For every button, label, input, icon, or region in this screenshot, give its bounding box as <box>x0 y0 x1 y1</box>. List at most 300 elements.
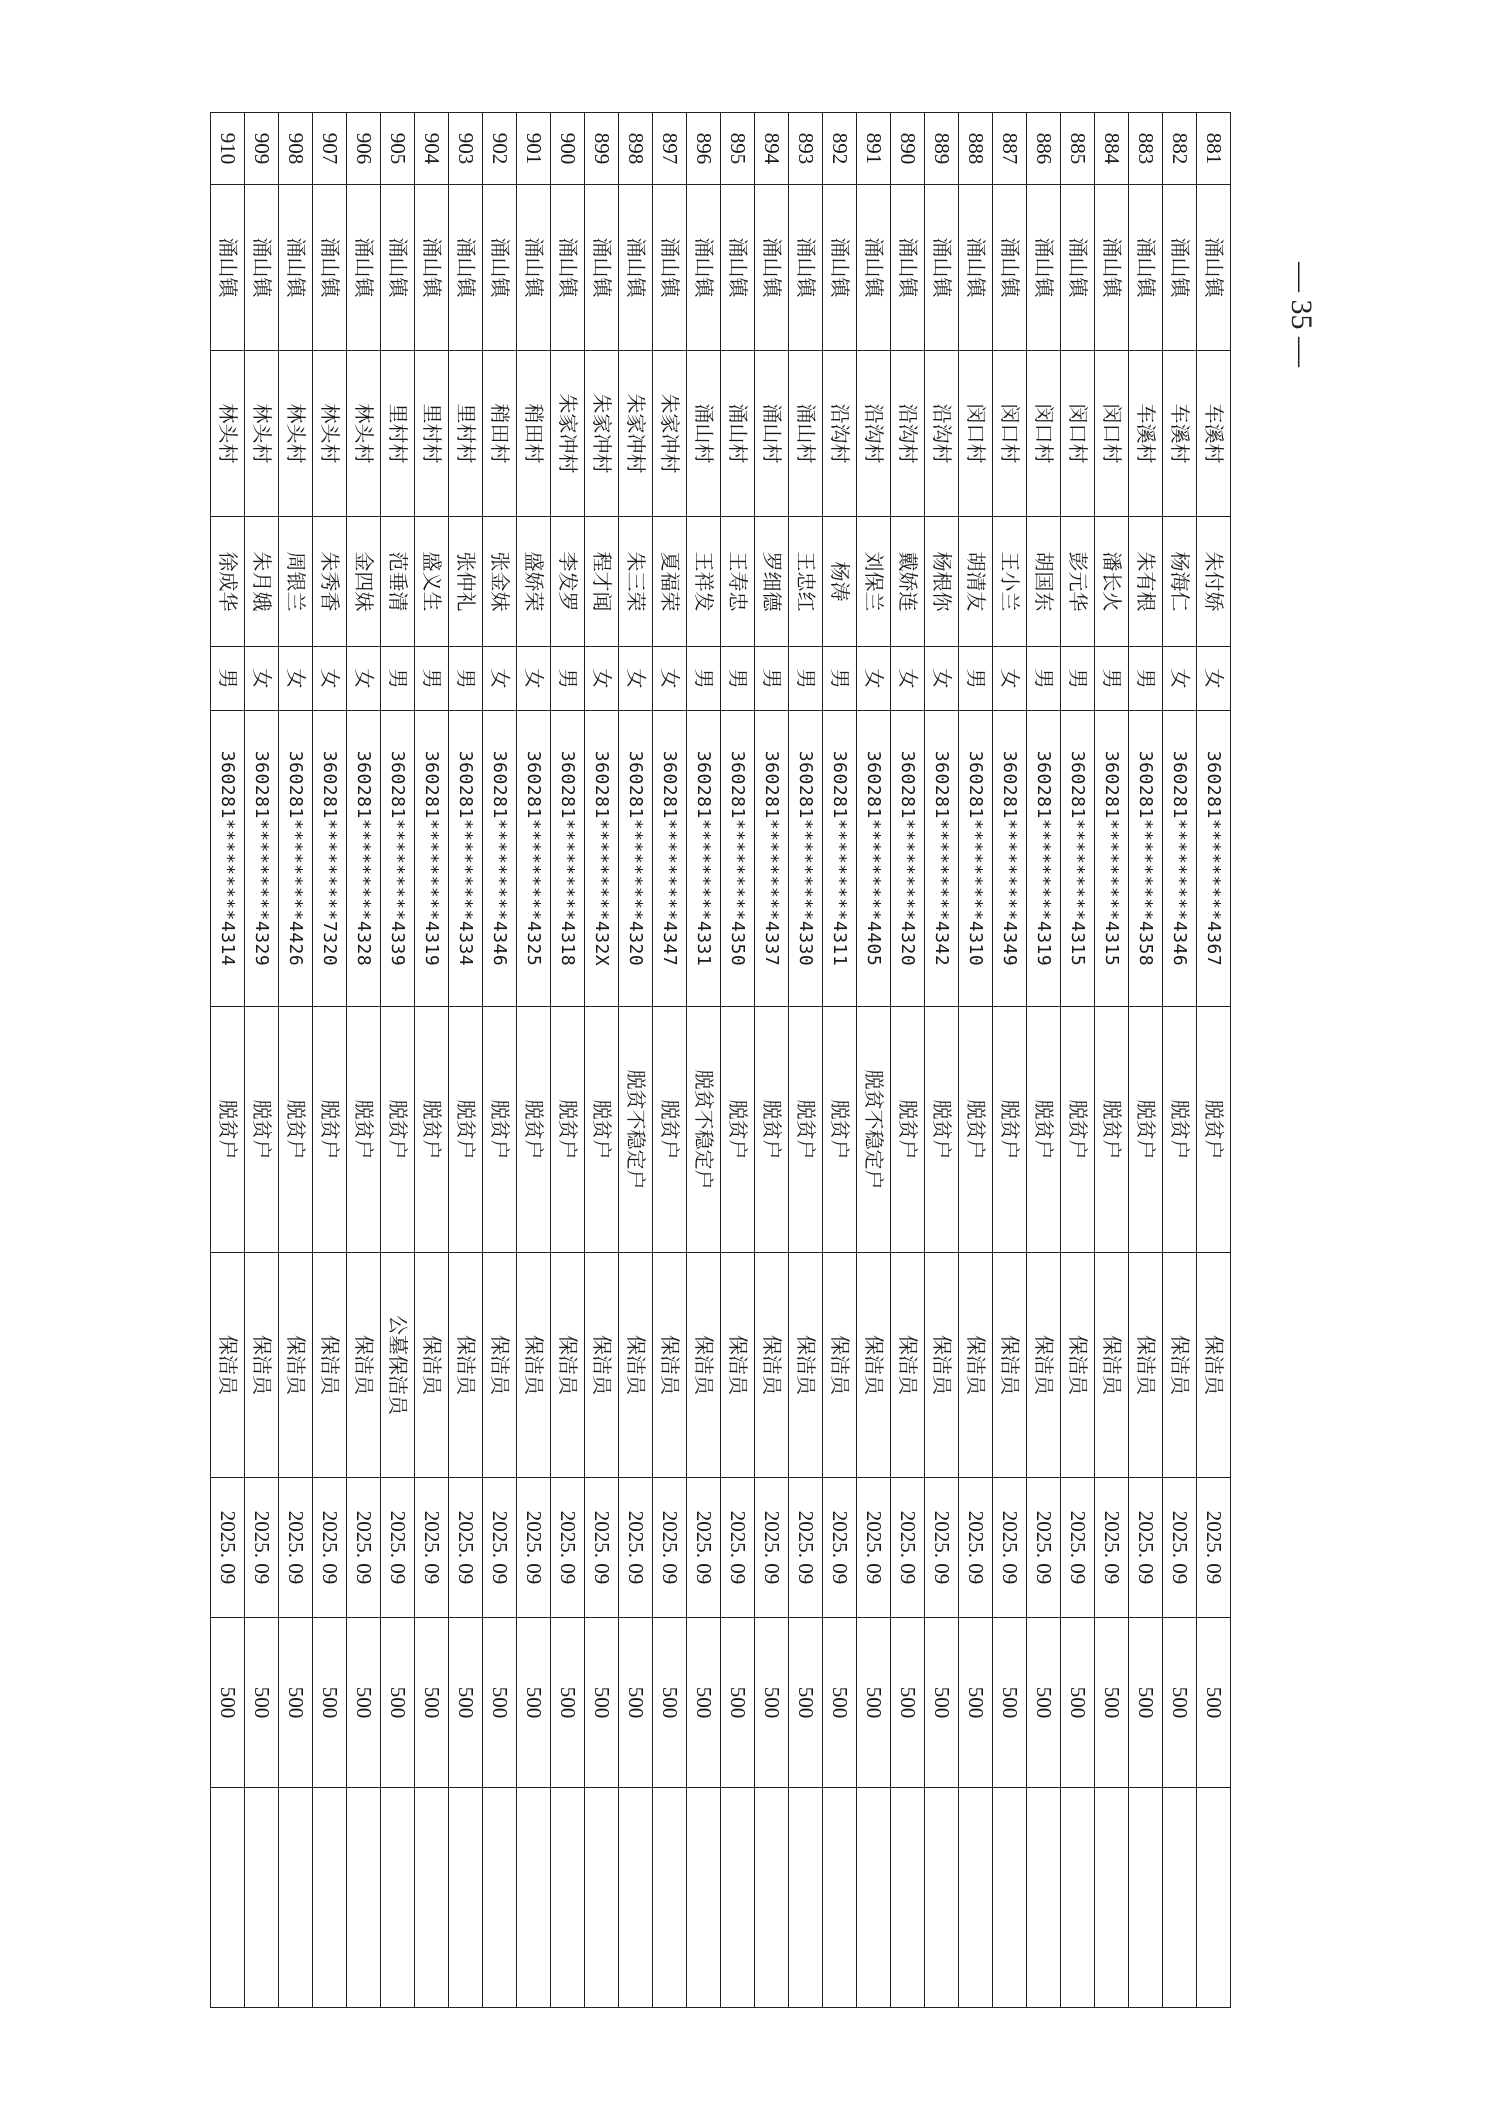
seq-cell: 898 <box>619 113 653 185</box>
household-type-cell: 脱贫户 <box>891 1007 925 1253</box>
note-cell <box>347 1788 381 2008</box>
job-cell: 保洁员 <box>449 1253 483 1478</box>
name-cell: 夏福荣 <box>653 517 687 647</box>
village-cell: 车溪村 <box>1197 351 1231 517</box>
village-cell: 涌山村 <box>721 351 755 517</box>
village-cell: 沿沟村 <box>891 351 925 517</box>
village-cell: 林头村 <box>279 351 313 517</box>
date-cell: 2025. 09 <box>381 1478 415 1618</box>
amount-cell: 500 <box>959 1618 993 1788</box>
id-number-cell: 360281*********4330 <box>789 711 823 1007</box>
id-number-cell: 360281*********432X <box>585 711 619 1007</box>
job-cell: 保洁员 <box>721 1253 755 1478</box>
name-cell: 盛娇荣 <box>517 517 551 647</box>
town-cell: 涌山镇 <box>1061 185 1095 351</box>
job-cell: 保洁员 <box>891 1253 925 1478</box>
village-cell: 沿沟村 <box>823 351 857 517</box>
gender-cell: 男 <box>959 647 993 711</box>
date-cell: 2025. 09 <box>1027 1478 1061 1618</box>
village-cell: 沿沟村 <box>925 351 959 517</box>
gender-cell: 男 <box>789 647 823 711</box>
id-number-cell: 360281*********4358 <box>1129 711 1163 1007</box>
amount-cell: 500 <box>517 1618 551 1788</box>
table-row <box>653 113 687 2008</box>
household-type-cell: 脱贫户 <box>823 1007 857 1253</box>
seq-cell: 887 <box>993 113 1027 185</box>
seq-cell: 908 <box>279 113 313 185</box>
name-cell: 朱秀香 <box>313 517 347 647</box>
note-cell <box>1095 1788 1129 2008</box>
job-cell: 保洁员 <box>653 1253 687 1478</box>
gender-cell: 男 <box>823 647 857 711</box>
date-cell: 2025. 09 <box>925 1478 959 1618</box>
name-cell: 杨涛 <box>823 517 857 647</box>
job-cell: 保洁员 <box>993 1253 1027 1478</box>
amount-cell: 500 <box>687 1618 721 1788</box>
town-cell: 涌山镇 <box>449 185 483 351</box>
id-number-cell: 360281*********4328 <box>347 711 381 1007</box>
name-cell: 徐成华 <box>211 517 245 647</box>
date-cell: 2025. 09 <box>517 1478 551 1618</box>
job-cell: 保洁员 <box>1095 1253 1129 1478</box>
household-type-cell: 脱贫户 <box>789 1007 823 1253</box>
name-cell: 杨海仁 <box>1163 517 1197 647</box>
note-cell <box>755 1788 789 2008</box>
table-row <box>279 113 313 2008</box>
village-cell: 闵口村 <box>1027 351 1061 517</box>
town-cell: 涌山镇 <box>1095 185 1129 351</box>
date-cell: 2025. 09 <box>619 1478 653 1618</box>
note-cell <box>891 1788 925 2008</box>
gender-cell: 女 <box>347 647 381 711</box>
town-cell: 涌山镇 <box>891 185 925 351</box>
amount-cell: 500 <box>211 1618 245 1788</box>
household-type-cell: 脱贫户 <box>211 1007 245 1253</box>
town-cell: 涌山镇 <box>1163 185 1197 351</box>
id-number-cell: 360281*********4405 <box>857 711 891 1007</box>
date-cell: 2025. 09 <box>211 1478 245 1618</box>
village-cell: 车溪村 <box>1163 351 1197 517</box>
job-cell: 保洁员 <box>1061 1253 1095 1478</box>
note-cell <box>1163 1788 1197 2008</box>
amount-cell: 500 <box>347 1618 381 1788</box>
seq-cell: 899 <box>585 113 619 185</box>
household-type-cell: 脱贫户 <box>585 1007 619 1253</box>
table-row <box>1163 113 1197 2008</box>
id-number-cell: 360281*********7320 <box>313 711 347 1007</box>
table-row <box>755 113 789 2008</box>
amount-cell: 500 <box>857 1618 891 1788</box>
household-type-cell: 脱贫户 <box>1197 1007 1231 1253</box>
seq-cell: 889 <box>925 113 959 185</box>
date-cell: 2025. 09 <box>721 1478 755 1618</box>
job-cell: 保洁员 <box>1197 1253 1231 1478</box>
household-type-cell: 脱贫户 <box>1129 1007 1163 1253</box>
household-type-cell: 脱贫户 <box>993 1007 1027 1253</box>
village-cell: 朱家冲村 <box>653 351 687 517</box>
seq-cell: 892 <box>823 113 857 185</box>
note-cell <box>1197 1788 1231 2008</box>
date-cell: 2025. 09 <box>891 1478 925 1618</box>
gender-cell: 男 <box>449 647 483 711</box>
town-cell: 涌山镇 <box>721 185 755 351</box>
date-cell: 2025. 09 <box>1197 1478 1231 1618</box>
date-cell: 2025. 09 <box>1061 1478 1095 1618</box>
gender-cell: 女 <box>483 647 517 711</box>
name-cell: 朱付娇 <box>1197 517 1231 647</box>
date-cell: 2025. 09 <box>551 1478 585 1618</box>
id-number-cell: 360281*********4320 <box>619 711 653 1007</box>
table-row <box>1129 113 1163 2008</box>
name-cell: 王寿忠 <box>721 517 755 647</box>
household-type-cell: 脱贫户 <box>381 1007 415 1253</box>
id-number-cell: 360281*********4334 <box>449 711 483 1007</box>
table-row <box>517 113 551 2008</box>
village-cell: 闵口村 <box>959 351 993 517</box>
village-cell: 闵口村 <box>993 351 1027 517</box>
household-type-cell: 脱贫户 <box>279 1007 313 1253</box>
amount-cell: 500 <box>925 1618 959 1788</box>
gender-cell: 女 <box>279 647 313 711</box>
id-number-cell: 360281*********4325 <box>517 711 551 1007</box>
seq-cell: 903 <box>449 113 483 185</box>
village-cell: 朱家冲村 <box>585 351 619 517</box>
table-row <box>1095 113 1129 2008</box>
town-cell: 涌山镇 <box>585 185 619 351</box>
name-cell: 张金妹 <box>483 517 517 647</box>
job-cell: 保洁员 <box>551 1253 585 1478</box>
date-cell: 2025. 09 <box>585 1478 619 1618</box>
table-row <box>925 113 959 2008</box>
village-cell: 里村村 <box>449 351 483 517</box>
table-row <box>415 113 449 2008</box>
id-number-cell: 360281*********4329 <box>245 711 279 1007</box>
note-cell <box>857 1788 891 2008</box>
name-cell: 范垂清 <box>381 517 415 647</box>
village-cell: 林头村 <box>245 351 279 517</box>
table-row <box>721 113 755 2008</box>
gender-cell: 男 <box>1095 647 1129 711</box>
amount-cell: 500 <box>1061 1618 1095 1788</box>
job-cell: 保洁员 <box>1027 1253 1061 1478</box>
name-cell: 盛义生 <box>415 517 449 647</box>
seq-cell: 910 <box>211 113 245 185</box>
id-number-cell: 360281*********4426 <box>279 711 313 1007</box>
table-row <box>211 113 245 2008</box>
job-cell: 保洁员 <box>687 1253 721 1478</box>
seq-cell: 897 <box>653 113 687 185</box>
amount-cell: 500 <box>1095 1618 1129 1788</box>
village-cell: 涌山村 <box>789 351 823 517</box>
note-cell <box>1027 1788 1061 2008</box>
table-row <box>449 113 483 2008</box>
household-type-cell: 脱贫户 <box>551 1007 585 1253</box>
table-row <box>857 113 891 2008</box>
seq-cell: 896 <box>687 113 721 185</box>
town-cell: 涌山镇 <box>415 185 449 351</box>
name-cell: 彭元华 <box>1061 517 1095 647</box>
village-cell: 稍田村 <box>517 351 551 517</box>
gender-cell: 男 <box>1027 647 1061 711</box>
seq-cell: 886 <box>1027 113 1061 185</box>
household-type-cell: 脱贫户 <box>1095 1007 1129 1253</box>
date-cell: 2025. 09 <box>347 1478 381 1618</box>
town-cell: 涌山镇 <box>789 185 823 351</box>
note-cell <box>721 1788 755 2008</box>
gender-cell: 女 <box>891 647 925 711</box>
gender-cell: 女 <box>619 647 653 711</box>
village-cell: 里村村 <box>381 351 415 517</box>
town-cell: 涌山镇 <box>619 185 653 351</box>
job-cell: 保洁员 <box>245 1253 279 1478</box>
gender-cell: 女 <box>245 647 279 711</box>
household-type-cell: 脱贫户 <box>483 1007 517 1253</box>
id-number-cell: 360281*********4346 <box>1163 711 1197 1007</box>
table-row <box>1061 113 1095 2008</box>
job-cell: 保洁员 <box>857 1253 891 1478</box>
town-cell: 涌山镇 <box>653 185 687 351</box>
table-row <box>1197 113 1231 2008</box>
town-cell: 涌山镇 <box>687 185 721 351</box>
job-cell: 保洁员 <box>789 1253 823 1478</box>
job-cell: 保洁员 <box>279 1253 313 1478</box>
job-cell: 保洁员 <box>313 1253 347 1478</box>
household-type-cell: 脱贫户 <box>721 1007 755 1253</box>
household-type-cell: 脱贫户 <box>959 1007 993 1253</box>
gender-cell: 女 <box>517 647 551 711</box>
seq-cell: 882 <box>1163 113 1197 185</box>
job-cell: 保洁员 <box>1163 1253 1197 1478</box>
date-cell: 2025. 09 <box>1129 1478 1163 1618</box>
amount-cell: 500 <box>551 1618 585 1788</box>
date-cell: 2025. 09 <box>993 1478 1027 1618</box>
gender-cell: 女 <box>1163 647 1197 711</box>
table-row <box>959 113 993 2008</box>
seq-cell: 884 <box>1095 113 1129 185</box>
job-cell: 保洁员 <box>959 1253 993 1478</box>
seq-cell: 883 <box>1129 113 1163 185</box>
amount-cell: 500 <box>585 1618 619 1788</box>
town-cell: 涌山镇 <box>381 185 415 351</box>
note-cell <box>823 1788 857 2008</box>
household-type-cell: 脱贫户 <box>653 1007 687 1253</box>
town-cell: 涌山镇 <box>823 185 857 351</box>
seq-cell: 909 <box>245 113 279 185</box>
note-cell <box>279 1788 313 2008</box>
gender-cell: 女 <box>993 647 1027 711</box>
town-cell: 涌山镇 <box>347 185 381 351</box>
gender-cell: 女 <box>313 647 347 711</box>
id-number-cell: 360281*********4337 <box>755 711 789 1007</box>
gender-cell: 男 <box>551 647 585 711</box>
id-number-cell: 360281*********4339 <box>381 711 415 1007</box>
seq-cell: 904 <box>415 113 449 185</box>
name-cell: 周银兰 <box>279 517 313 647</box>
amount-cell: 500 <box>891 1618 925 1788</box>
village-cell: 朱家冲村 <box>619 351 653 517</box>
amount-cell: 500 <box>1197 1618 1231 1788</box>
amount-cell: 500 <box>721 1618 755 1788</box>
name-cell: 戴娇连 <box>891 517 925 647</box>
town-cell: 涌山镇 <box>211 185 245 351</box>
id-number-cell: 360281*********4319 <box>415 711 449 1007</box>
gender-cell: 男 <box>415 647 449 711</box>
note-cell <box>1129 1788 1163 2008</box>
village-cell: 里村村 <box>415 351 449 517</box>
date-cell: 2025. 09 <box>483 1478 517 1618</box>
name-cell: 程才闻 <box>585 517 619 647</box>
gender-cell: 男 <box>211 647 245 711</box>
note-cell <box>483 1788 517 2008</box>
seq-cell: 905 <box>381 113 415 185</box>
amount-cell: 500 <box>245 1618 279 1788</box>
village-cell: 林头村 <box>347 351 381 517</box>
seq-cell: 902 <box>483 113 517 185</box>
seq-cell: 901 <box>517 113 551 185</box>
date-cell: 2025. 09 <box>789 1478 823 1618</box>
name-cell: 朱有根 <box>1129 517 1163 647</box>
gender-cell: 女 <box>1197 647 1231 711</box>
page-number: — 35 — <box>1285 262 1318 367</box>
note-cell <box>449 1788 483 2008</box>
table-row <box>347 113 381 2008</box>
town-cell: 涌山镇 <box>925 185 959 351</box>
town-cell: 涌山镇 <box>1197 185 1231 351</box>
village-cell: 朱家冲村 <box>551 351 585 517</box>
amount-cell: 500 <box>415 1618 449 1788</box>
seq-cell: 900 <box>551 113 585 185</box>
note-cell <box>789 1788 823 2008</box>
town-cell: 涌山镇 <box>857 185 891 351</box>
note-cell <box>551 1788 585 2008</box>
amount-cell: 500 <box>449 1618 483 1788</box>
amount-cell: 500 <box>1027 1618 1061 1788</box>
roster-table-container <box>216 112 1231 2007</box>
seq-cell: 885 <box>1061 113 1095 185</box>
note-cell <box>381 1788 415 2008</box>
household-type-cell: 脱贫户 <box>755 1007 789 1253</box>
note-cell <box>959 1788 993 2008</box>
job-cell: 公墓保洁员 <box>381 1253 415 1478</box>
date-cell: 2025. 09 <box>823 1478 857 1618</box>
village-cell: 闵口村 <box>1061 351 1095 517</box>
name-cell: 罗细德 <box>755 517 789 647</box>
name-cell: 杨根你 <box>925 517 959 647</box>
job-cell: 保洁员 <box>925 1253 959 1478</box>
name-cell: 胡清友 <box>959 517 993 647</box>
amount-cell: 500 <box>789 1618 823 1788</box>
amount-cell: 500 <box>483 1618 517 1788</box>
household-type-cell: 脱贫户 <box>313 1007 347 1253</box>
household-type-cell: 脱贫户 <box>347 1007 381 1253</box>
village-cell: 稍田村 <box>483 351 517 517</box>
table-row <box>891 113 925 2008</box>
name-cell: 朱三荣 <box>619 517 653 647</box>
date-cell: 2025. 09 <box>857 1478 891 1618</box>
id-number-cell: 360281*********4346 <box>483 711 517 1007</box>
town-cell: 涌山镇 <box>279 185 313 351</box>
amount-cell: 500 <box>755 1618 789 1788</box>
table-row <box>619 113 653 2008</box>
note-cell <box>1061 1788 1095 2008</box>
town-cell: 涌山镇 <box>551 185 585 351</box>
roster-table-body <box>211 113 1231 2008</box>
id-number-cell: 360281*********4319 <box>1027 711 1061 1007</box>
name-cell: 张仲礼 <box>449 517 483 647</box>
job-cell: 保洁员 <box>483 1253 517 1478</box>
village-cell: 车溪村 <box>1129 351 1163 517</box>
village-cell: 闵口村 <box>1095 351 1129 517</box>
job-cell: 保洁员 <box>823 1253 857 1478</box>
job-cell: 保洁员 <box>1129 1253 1163 1478</box>
household-type-cell: 脱贫户 <box>415 1007 449 1253</box>
id-number-cell: 360281*********4315 <box>1095 711 1129 1007</box>
village-cell: 涌山村 <box>687 351 721 517</box>
town-cell: 涌山镇 <box>755 185 789 351</box>
note-cell <box>517 1788 551 2008</box>
gender-cell: 女 <box>857 647 891 711</box>
gender-cell: 女 <box>925 647 959 711</box>
name-cell: 刘保兰 <box>857 517 891 647</box>
town-cell: 涌山镇 <box>959 185 993 351</box>
table-row <box>585 113 619 2008</box>
household-type-cell: 脱贫不稳定户 <box>857 1007 891 1253</box>
amount-cell: 500 <box>1163 1618 1197 1788</box>
job-cell: 保洁员 <box>517 1253 551 1478</box>
amount-cell: 500 <box>313 1618 347 1788</box>
town-cell: 涌山镇 <box>245 185 279 351</box>
name-cell: 王祥发 <box>687 517 721 647</box>
date-cell: 2025. 09 <box>687 1478 721 1618</box>
table-row <box>483 113 517 2008</box>
job-cell: 保洁员 <box>347 1253 381 1478</box>
gender-cell: 女 <box>585 647 619 711</box>
seq-cell: 906 <box>347 113 381 185</box>
amount-cell: 500 <box>619 1618 653 1788</box>
job-cell: 保洁员 <box>585 1253 619 1478</box>
amount-cell: 500 <box>823 1618 857 1788</box>
seq-cell: 888 <box>959 113 993 185</box>
gender-cell: 男 <box>381 647 415 711</box>
household-type-cell: 脱贫户 <box>925 1007 959 1253</box>
note-cell <box>925 1788 959 2008</box>
town-cell: 涌山镇 <box>517 185 551 351</box>
household-type-cell: 脱贫不稳定户 <box>687 1007 721 1253</box>
note-cell <box>619 1788 653 2008</box>
town-cell: 涌山镇 <box>313 185 347 351</box>
date-cell: 2025. 09 <box>279 1478 313 1618</box>
job-cell: 保洁员 <box>415 1253 449 1478</box>
table-row <box>993 113 1027 2008</box>
name-cell: 李发罗 <box>551 517 585 647</box>
table-row <box>687 113 721 2008</box>
name-cell: 朱月娥 <box>245 517 279 647</box>
name-cell: 王忠红 <box>789 517 823 647</box>
seq-cell: 895 <box>721 113 755 185</box>
amount-cell: 500 <box>993 1618 1027 1788</box>
job-cell: 保洁员 <box>755 1253 789 1478</box>
table-row <box>789 113 823 2008</box>
town-cell: 涌山镇 <box>483 185 517 351</box>
id-number-cell: 360281*********4350 <box>721 711 755 1007</box>
roster-table <box>210 112 1231 2008</box>
id-number-cell: 360281*********4318 <box>551 711 585 1007</box>
id-number-cell: 360281*********4349 <box>993 711 1027 1007</box>
seq-cell: 890 <box>891 113 925 185</box>
id-number-cell: 360281*********4342 <box>925 711 959 1007</box>
village-cell: 林头村 <box>313 351 347 517</box>
table-row <box>245 113 279 2008</box>
